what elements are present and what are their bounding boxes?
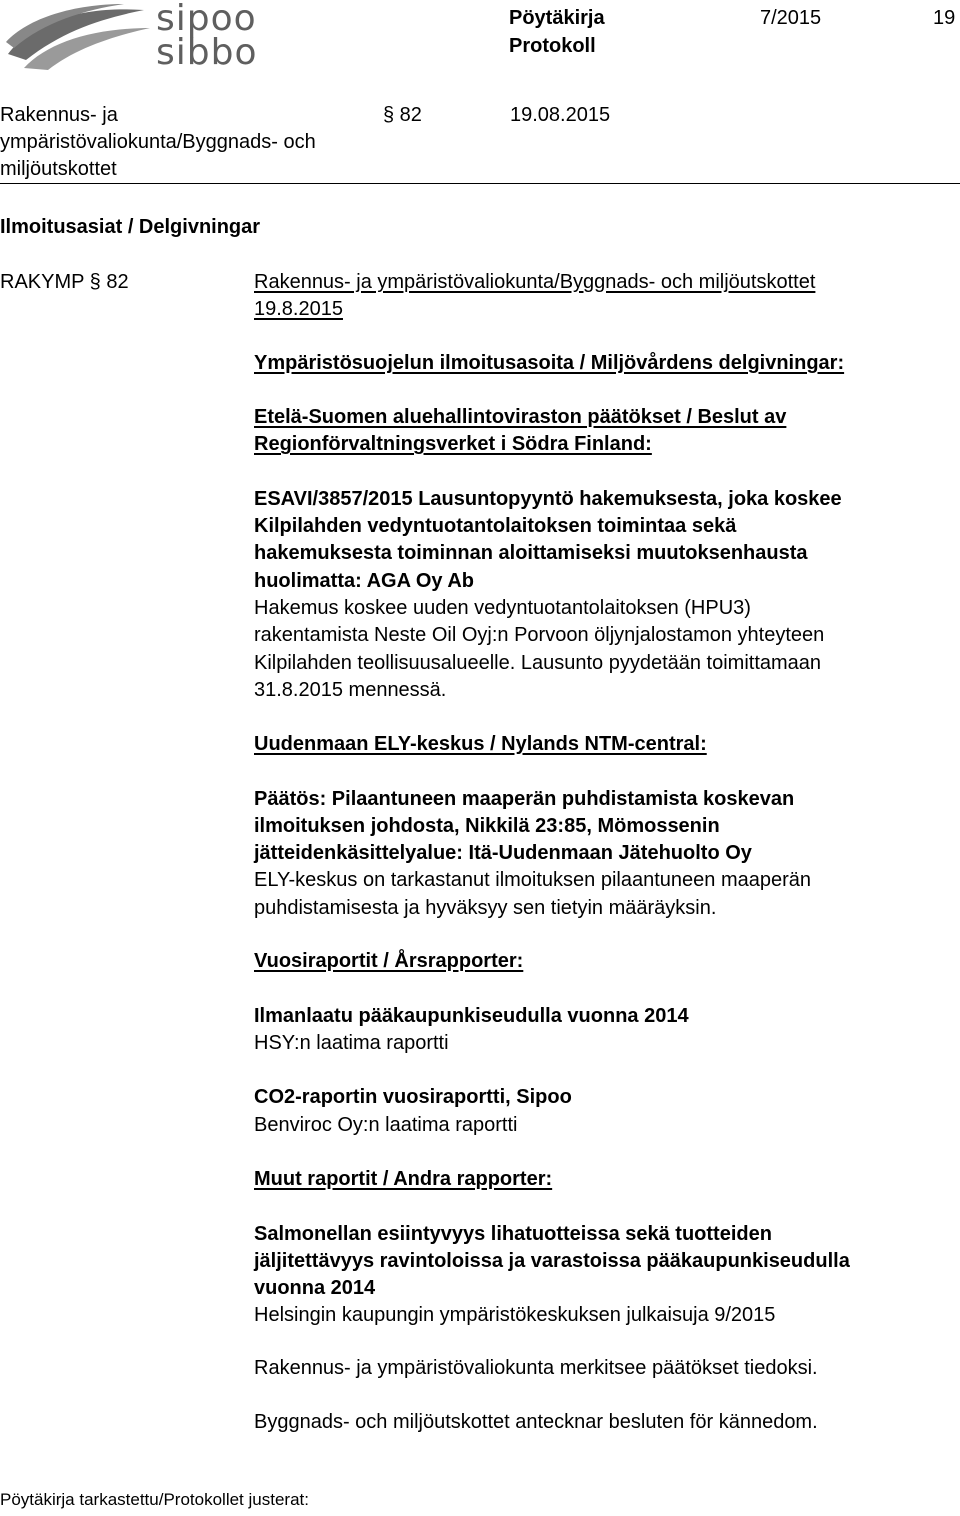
avi-item-description: 31.8.2015 mennessä. <box>254 678 447 701</box>
section-heading-annual-reports: Vuosiraportit / Årsrapporter: <box>254 950 524 972</box>
doc-type-sv: Protokoll <box>509 35 596 57</box>
avi-item-description: Kilpilahden teollisuusalueelle. Lausunto pyydetään toimittamaan <box>254 651 822 674</box>
meeting-date: 19.08.2015 <box>510 104 611 126</box>
avi-item-title: ESAVI/3857/2015 Lausuntopyyntö hakemuksesta, joka koskee <box>254 487 842 510</box>
page-title: Ilmoitusasiat / Delgivningar <box>0 216 261 238</box>
avi-item-description: rakentamista Neste Oil Oyj:n Porvoon öljynjalostamon yhteyteen <box>254 624 825 647</box>
decision-fi: Rakennus- ja ympäristövaliokunta merkitsee päätökset tiedoksi. <box>254 1357 818 1379</box>
section-other-reports <box>254 1166 850 1330</box>
logo-text-sipoo: sipoo <box>156 0 257 39</box>
report-title: Ilmanlaatu pääkaupunkiseudulla vuonna 2014 <box>254 1004 689 1027</box>
ely-item-title: ilmoituksen johdosta, Nikkilä 23:85, Mömossenin <box>254 814 720 837</box>
logo-text-sibbo: sibbo <box>156 32 258 73</box>
body-name-line3: miljöutskottet <box>0 158 117 180</box>
reference-code: RAKYMP § 82 <box>0 271 129 293</box>
section-heading-other-reports: Muut raportit / Andra rapporter: <box>254 1168 553 1190</box>
other-report-title: jäljitettävyys ravintoloissa ja varastoissa pääkaupunkiseudulla <box>254 1249 850 1272</box>
municipality-logo <box>4 2 264 72</box>
section-number: § 82 <box>383 104 422 126</box>
issue-number: 7/2015 <box>760 7 822 29</box>
reference-body: Rakennus- ja ympäristövaliokunta/Byggnads- och miljöutskottet <box>254 271 816 293</box>
other-report-title: vuonna 2014 <box>254 1277 376 1300</box>
section-ely <box>254 731 811 922</box>
avi-item-description: Hakemus koskee uuden vedyntuotantolaitoksen (HPU3) <box>254 597 751 620</box>
ely-item-description: ELY-keskus on tarkastanut ilmoituksen pilaantuneen maaperän <box>254 869 812 892</box>
section-heading-avi-1: Etelä-Suomen aluehallintoviraston päätökset / Beslut av <box>254 406 787 428</box>
other-report-publisher: Helsingin kaupungin ympäristökeskuksen julkaisuja 9/2015 <box>254 1304 776 1327</box>
section-heading-environment: Ympäristösuojelun ilmoitusasoita / Miljövårdens delgivningar: <box>254 352 845 374</box>
footer-signature-line: Pöytäkirja tarkastettu/Protokollet justerat: <box>0 1490 309 1509</box>
avi-item-title: hakemuksesta toiminnan aloittamiseksi muutoksenhausta <box>254 542 808 565</box>
section-heading-ely: Uudenmaan ELY-keskus / Nylands NTM-central: <box>254 733 707 755</box>
page-number: 19 <box>933 7 956 29</box>
body-name-line1: Rakennus- ja <box>0 104 118 126</box>
ely-item-title: jätteidenkäsittelyalue: Itä-Uudenmaan Jätehuolto Oy <box>254 842 752 865</box>
header-divider <box>0 183 960 184</box>
ely-item-title: Päätös: Pilaantuneen maaperän puhdistamista koskevan <box>254 787 795 810</box>
section-avi <box>254 404 842 704</box>
reference-date: 19.8.2015 <box>254 298 343 320</box>
avi-item-title: Kilpilahden vedyntuotantolaitoksen toimintaa sekä <box>254 515 737 538</box>
section-annual-reports <box>254 948 689 1139</box>
report-author: Benviroc Oy:n laatima raportti <box>254 1113 518 1136</box>
decision-sv: Byggnads- och miljöutskottet antecknar besluten för kännedom. <box>254 1411 818 1433</box>
report-title: CO2-raportin vuosiraportti, Sipoo <box>254 1086 572 1109</box>
section-heading-avi-2: Regionförvaltningsverket i Södra Finland: <box>254 433 652 456</box>
body-name-line2: ympäristövaliokunta/Byggnads- och <box>0 131 316 153</box>
ely-item-description: puhdistamisesta ja hyväksyy sen tietyin määräyksin. <box>254 896 717 919</box>
swoosh-logo-icon <box>4 2 154 72</box>
report-author: HSY:n laatima raportti <box>254 1031 449 1054</box>
avi-item-title: huolimatta: AGA Oy Ab <box>254 569 474 592</box>
other-report-title: Salmonellan esiintyvyys lihatuotteissa sekä tuotteiden <box>254 1222 772 1245</box>
doc-type-fi: Pöytäkirja <box>509 7 605 29</box>
